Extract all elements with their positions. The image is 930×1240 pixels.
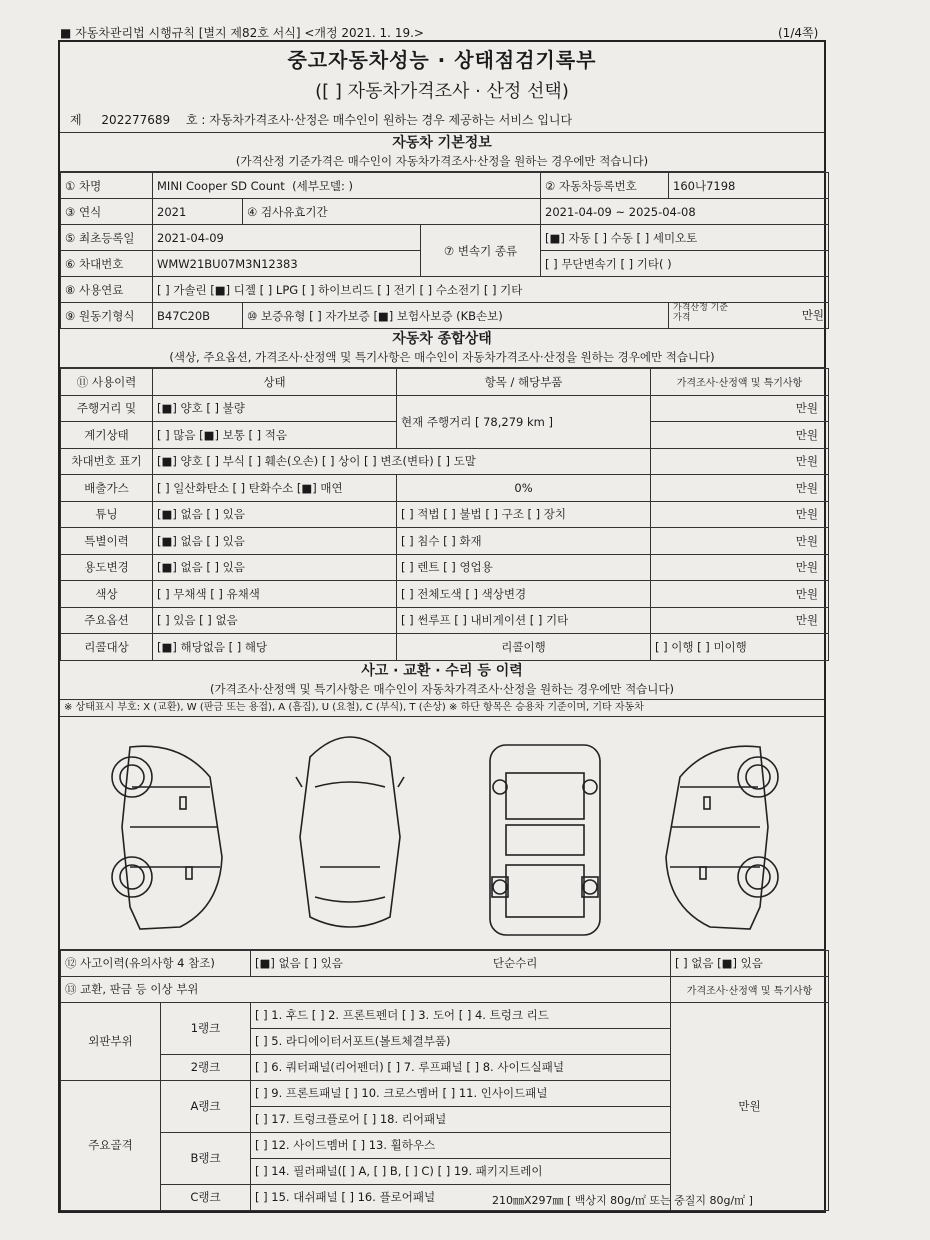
detail-model: (세부모델: ) <box>292 178 354 193</box>
rankA-line-a: [ ] 9. 프론트패널 [ ] 10. 크로스멤버 [ ] 11. 인사이드패널 <box>251 1080 671 1106</box>
swap-price: 만원 <box>671 1002 829 1210</box>
accident-note: (가격조사·산정액 및 특기사항은 매수인이 자동차가격조사·산정을 원하는 경우에만 적습니다) <box>209 681 674 696</box>
simple-repair-label: 단순수리 <box>492 956 538 970</box>
rankC-label: C랭크 <box>161 1184 251 1210</box>
odometer-label: 주행거리 및 <box>61 395 153 422</box>
document-number-line <box>60 108 824 133</box>
outer-panel-label: 외판부위 <box>61 1002 161 1080</box>
car-left-side-view <box>112 746 222 929</box>
car-name-label: ① 차명 <box>61 173 153 199</box>
trans-line1: [■] 자동 [ ] 수동 [ ] 세미오토 <box>541 225 829 251</box>
form-title: 중고자동차성능 · 상태점검기록부 <box>287 48 597 72</box>
color-price: 만원 <box>651 581 829 608</box>
recall1: [■] 해당없음 [ ] 해당 <box>153 634 397 661</box>
status-table <box>60 368 829 661</box>
inspection-form <box>58 40 826 1213</box>
price-label: 가격산정 기준가격 <box>673 303 729 323</box>
status-code-legend: ※ 상태표시 부호: X (교환), W (판금 또는 용접), A (흠집), U (요철), C (부식), T (손상) ※ 하단 항목은 승용차 기준이며, 기타 자동차 <box>60 700 824 717</box>
color2: [ ] 전체도색 [ ] 색상변경 <box>397 581 651 608</box>
status-header <box>60 329 824 368</box>
first-reg-label: ⑤ 최초등록일 <box>61 225 153 251</box>
rankB-label: B랭크 <box>161 1132 251 1184</box>
col-state: 상태 <box>153 369 397 396</box>
tuning2: [ ] 적법 [ ] 불법 [ ] 구조 [ ] 장치 <box>397 501 651 528</box>
basic-info-table <box>60 172 829 329</box>
options-label: 주요옵션 <box>61 607 153 634</box>
odometer-value: 현재 주행거리 [ 78,279 km ] <box>397 395 651 448</box>
odometer-price-1: 만원 <box>651 395 829 422</box>
rank2-line-a: [ ] 6. 쿼터패널(리어펜더) [ ] 7. 루프패널 [ ] 8. 사이드실패널 <box>251 1054 671 1080</box>
year: 2021 <box>153 199 243 225</box>
tuning-price: 만원 <box>651 501 829 528</box>
emission-value: 0% <box>397 475 651 502</box>
price-unit: 만원 <box>801 308 825 322</box>
status-title: 자동차 종합상태 <box>392 331 492 347</box>
recall-do-label: 리콜이행 <box>397 634 651 661</box>
rank2-label: 2랭크 <box>161 1054 251 1080</box>
odometer-price-2: 만원 <box>651 422 829 449</box>
warranty-label: ⑩ 보증유형 <box>247 308 306 323</box>
car-name-cell <box>153 173 541 199</box>
recall-label: 리콜대상 <box>61 634 153 661</box>
accident-header <box>60 661 824 700</box>
reg-no-label: ② 자동차등록번호 <box>541 173 669 199</box>
rankC-line-a: [ ] 15. 대쉬패널 [ ] 16. 플로어패널 <box>251 1184 671 1210</box>
car-top-view <box>296 737 404 927</box>
odometer-label2: 계기상태 <box>61 422 153 449</box>
inspect-label: ④ 검사유효기간 <box>243 199 541 225</box>
rank1-line-a: [ ] 1. 후드 [ ] 2. 프론트펜더 [ ] 3. 도어 [ ] 4. 트렁크 리드 <box>251 1002 671 1028</box>
tuning-label: 튜닝 <box>61 501 153 528</box>
special1: [■] 없음 [ ] 있음 <box>153 528 397 555</box>
col-item: 항목 / 해당부품 <box>397 369 651 396</box>
vin-mark: [■] 양호 [ ] 부식 [ ] 훼손(오손) [ ] 상이 [ ] 변조(변타) [ ] 도말 <box>153 448 651 475</box>
basic-info-header <box>60 133 824 172</box>
accident-history-value: [■] 없음 [ ] 있음 <box>255 956 343 970</box>
vin-mark-label: 차대번호 표기 <box>61 448 153 475</box>
special-price: 만원 <box>651 528 829 555</box>
rank1-line-b: [ ] 5. 라디에이터서포트(볼트체결부품) <box>251 1028 671 1054</box>
color-label: 색상 <box>61 581 153 608</box>
vehicle-diagram <box>60 717 824 950</box>
options1: [ ] 있음 [ ] 없음 <box>153 607 397 634</box>
col-price: 가격조사·산정액 및 특기사항 <box>651 369 829 396</box>
emission: [ ] 일산화탄소 [ ] 탄화수소 [■] 매연 <box>153 475 397 502</box>
vin: WMW21BU07M3N12383 <box>153 251 421 277</box>
trans-label: ⑦ 변속기 종류 <box>421 225 541 277</box>
accident-history-cell <box>251 950 671 976</box>
rank1-label: 1랭크 <box>161 1002 251 1054</box>
status-note: (색상, 주요옵션, 가격조사·산정액 및 특기사항은 매수인이 자동차가격조사·산정을 원하는 경우에만 적습니다) <box>169 350 715 364</box>
doc-no: 202277689 <box>101 113 171 127</box>
options2: [ ] 썬루프 [ ] 내비게이션 [ ] 기타 <box>397 607 651 634</box>
usage1: [■] 없음 [ ] 있음 <box>153 554 397 581</box>
form-law-reference: ■ 자동차관리법 시행규칙 [별지 제82호 서식] <개정 2021. 1. 19.> <box>60 26 424 40</box>
basic-info-title: 자동차 기본정보 <box>392 135 492 151</box>
special-label: 특별이력 <box>61 528 153 555</box>
simple-repair-value: [ ] 없음 [■] 있음 <box>671 950 829 976</box>
fuel-options: [ ] 가솔린 [■] 디젤 [ ] LPG [ ] 하이브리드 [ ] 전기 [ ] 수소전기 [ ] 기타 <box>153 277 829 303</box>
doc-no-label: 제 <box>70 113 82 127</box>
tuning1: [■] 없음 [ ] 있음 <box>153 501 397 528</box>
price-cell <box>669 303 829 329</box>
reg-no: 160나7198 <box>669 173 829 199</box>
swap-parts-label: ⑬ 교환, 판금 등 이상 부위 <box>61 976 671 1002</box>
car-name: MINI Cooper SD Count <box>157 178 285 193</box>
engine: B47C20B <box>153 303 243 329</box>
car-underside-view <box>490 745 600 935</box>
options-price: 만원 <box>651 607 829 634</box>
main-frame-label: 주요골격 <box>61 1080 161 1210</box>
special2: [ ] 침수 [ ] 화재 <box>397 528 651 555</box>
form-subtitle: ([ ] 자동차가격조사 · 산정 선택) <box>315 81 569 102</box>
recall2: [ ] 이행 [ ] 미이행 <box>651 634 829 661</box>
accident-title: 사고 · 교환 · 수리 등 이력 <box>361 662 523 679</box>
vin-mark-price: 만원 <box>651 448 829 475</box>
vin-label: ⑥ 차대번호 <box>61 251 153 277</box>
rankA-label: A랭크 <box>161 1080 251 1132</box>
rankB-line-b: [ ] 14. 필러패널([ ] A, [ ] B, [ ] C) [ ] 19. 패키지트레이 <box>251 1158 671 1184</box>
color1: [ ] 무채색 [ ] 유채색 <box>153 581 397 608</box>
accident-table <box>60 950 829 1211</box>
rankA-line-b: [ ] 17. 트렁크플로어 [ ] 18. 리어패널 <box>251 1106 671 1132</box>
vehicle-diagram-svg <box>60 717 824 949</box>
usage-price: 만원 <box>651 554 829 581</box>
emission-label: 배출가스 <box>61 475 153 502</box>
swap-parts-note: 가격조사·산정액 및 특기사항 <box>671 976 829 1002</box>
col-usage-history: ⑪ 사용이력 <box>61 369 153 396</box>
warranty: [ ] 자가보증 [■] 보험사보증 (KB손보) <box>309 308 503 323</box>
basic-info-note: (가격산정 기준가격은 매수인이 자동차가격조사·산정을 원하는 경우에만 적습니다) <box>235 154 649 168</box>
rankB-line-a: [ ] 12. 사이드멤버 [ ] 13. 휠하우스 <box>251 1132 671 1158</box>
accident-history-label: ⑫ 사고이력(유의사항 4 참조) <box>61 950 251 976</box>
trans-line2: [ ] 무단변속기 [ ] 기타( ) <box>541 251 829 277</box>
emission-price: 만원 <box>651 475 829 502</box>
inspect-period: 2021-04-09 ~ 2025-04-08 <box>541 199 829 225</box>
odometer-state2: [ ] 많음 [■] 보통 [ ] 적음 <box>153 422 397 449</box>
car-right-side-view <box>666 746 778 929</box>
usage2: [ ] 렌트 [ ] 영업용 <box>397 554 651 581</box>
warranty-cell <box>243 303 669 329</box>
fuel-label: ⑧ 사용연료 <box>61 277 153 303</box>
usage-label: 용도변경 <box>61 554 153 581</box>
paper-spec-footer: 210㎜X297㎜ [ 백상지 80g/㎡ 또는 중질지 80g/㎡ ] <box>492 1194 753 1207</box>
odometer-state1: [■] 양호 [ ] 불량 <box>153 395 397 422</box>
year-label: ③ 연식 <box>61 199 153 225</box>
page-indicator: (1/4쪽) <box>778 26 819 40</box>
doc-no-suffix: 호 : 자동차가격조사·산정은 매수인이 원하는 경우 제공하는 서비스 입니다 <box>185 113 573 127</box>
engine-label: ⑨ 원동기형식 <box>61 303 153 329</box>
first-reg: 2021-04-09 <box>153 225 421 251</box>
